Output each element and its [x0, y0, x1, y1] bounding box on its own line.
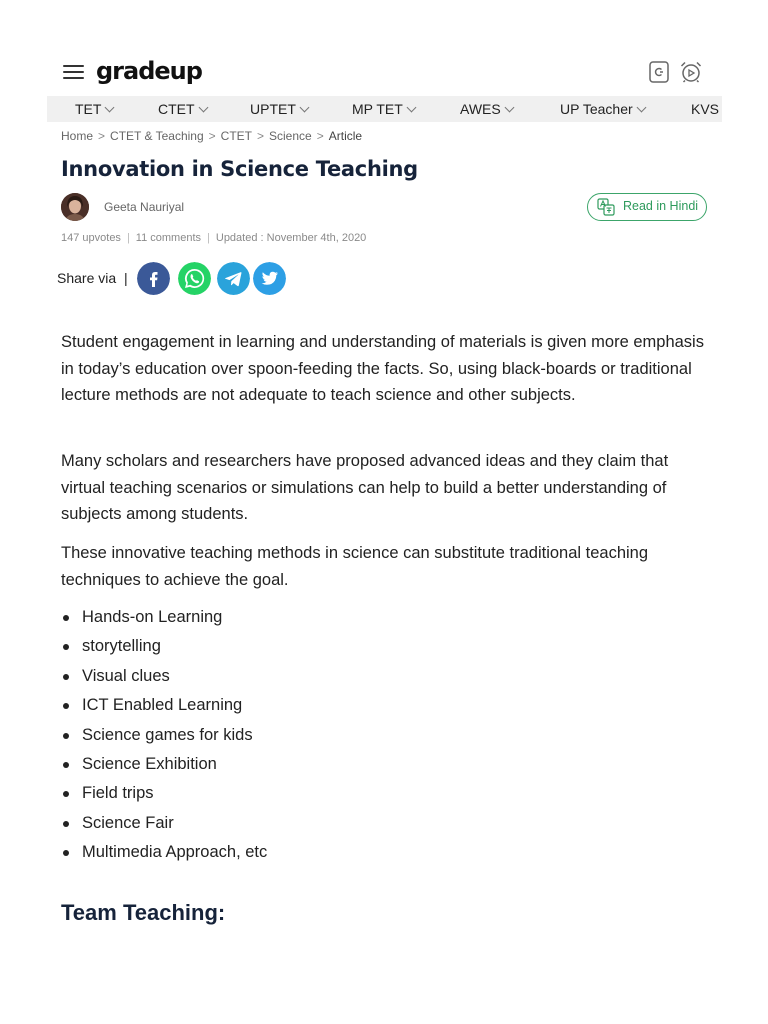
twitter-icon[interactable]: [253, 262, 286, 295]
nav-item-ctet[interactable]: CTET: [158, 96, 207, 122]
breadcrumb-science[interactable]: Science: [269, 129, 312, 143]
nav-item-tet[interactable]: TET: [75, 96, 113, 122]
author-name[interactable]: Geeta Nauriyal: [104, 200, 185, 214]
chevron-down-icon: [105, 103, 115, 113]
list-item: Hands-on Learning: [61, 603, 267, 632]
chevron-down-icon: [299, 103, 309, 113]
whatsapp-icon[interactable]: [178, 262, 211, 295]
list-item: ICT Enabled Learning: [61, 691, 267, 720]
list-item: storytelling: [61, 632, 267, 661]
list-item: Multimedia Approach, etc: [61, 838, 267, 867]
comment-count[interactable]: 11 comments: [135, 232, 202, 244]
upvote-count[interactable]: 147 upvotes: [61, 232, 121, 244]
breadcrumb-current: Article: [328, 129, 363, 143]
section-heading: Team Teaching:: [61, 900, 226, 925]
breadcrumb-home[interactable]: Home: [61, 129, 94, 143]
hamburger-menu-icon[interactable]: [63, 65, 84, 79]
list-item: Science games for kids: [61, 721, 267, 750]
breadcrumb-ctet[interactable]: CTET: [220, 129, 252, 143]
alarm-clock-icon[interactable]: [679, 60, 703, 84]
list-item: Science Fair: [61, 809, 267, 838]
facebook-icon[interactable]: [137, 262, 170, 295]
updated-date: Updated : November 4th, 2020: [215, 232, 367, 244]
chevron-down-icon: [198, 103, 208, 113]
share-label: Share via |: [57, 270, 128, 286]
coin-wallet-icon[interactable]: [647, 60, 671, 84]
breadcrumb-ctet-teaching[interactable]: CTET & Teaching: [110, 129, 204, 143]
article-paragraph: Student engagement in learning and understanding of materials is given more emphasis in today’s education over spoon-feeding the facts. So, using black-boards or traditional lecture methods are not adequate to teach science and other subjects.: [61, 333, 704, 404]
exam-category-nav: [47, 96, 722, 122]
article-paragraph: Many scholars and researchers have proposed advanced ideas and they claim that virtual teaching scenarios or simulations can help to build a better understanding of subjects among students.: [61, 452, 669, 523]
translate-icon: [597, 198, 615, 216]
read-in-hindi-button[interactable]: Read in Hindi: [587, 193, 707, 221]
chevron-down-icon: [406, 103, 416, 113]
list-item: Field trips: [61, 779, 267, 808]
nav-item-mp-tet[interactable]: MP TET: [352, 96, 415, 122]
nav-item-uptet[interactable]: UPTET: [250, 96, 308, 122]
article-title: Innovation in Science Teaching: [61, 157, 418, 181]
article-meta: 147 upvotes | 11 comments | Updated : November 4th, 2020: [61, 232, 367, 244]
article-paragraph: These innovative teaching methods in science can substitute traditional teaching techniques to achieve the goal.: [61, 544, 649, 589]
telegram-icon[interactable]: [217, 262, 250, 295]
nav-item-up-teacher[interactable]: UP Teacher: [560, 96, 645, 122]
breadcrumb: Home > CTET & Teaching > CTET > Science > Article: [61, 129, 363, 143]
chevron-down-icon: [636, 103, 646, 113]
teaching-methods-list: [61, 603, 267, 868]
top-header: [0, 0, 768, 96]
nav-item-awes[interactable]: AWES: [460, 96, 513, 122]
list-item: Science Exhibition: [61, 750, 267, 779]
chevron-down-icon: [504, 103, 514, 113]
nav-item-kvs[interactable]: KVS: [691, 101, 720, 117]
author-avatar[interactable]: [61, 193, 89, 221]
list-item: Visual clues: [61, 662, 267, 691]
gradeup-logo[interactable]: gradeup: [96, 57, 202, 85]
